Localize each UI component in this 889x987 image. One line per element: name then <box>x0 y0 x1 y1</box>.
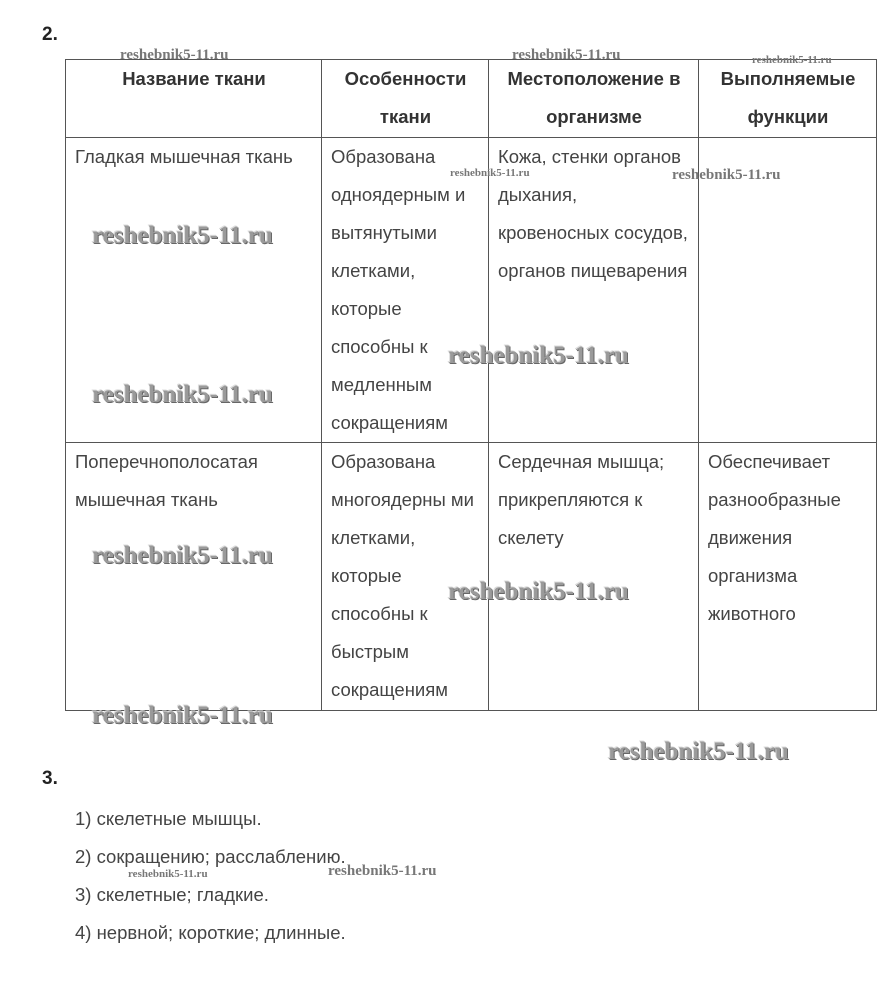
header-tissue-features: Особенности ткани <box>322 60 489 138</box>
watermark: reshebnik5-11.ru <box>92 222 273 249</box>
header-tissue-location: Местоположение в организме <box>489 60 699 138</box>
watermark: reshebnik5-11.ru <box>448 342 629 369</box>
answer-item: 3) скелетные; гладкие. <box>75 884 269 905</box>
cell-tissue-functions: Обеспечивает разнообразные движения организма животного <box>699 443 877 711</box>
answer-item: 1) скелетные мышцы. <box>75 808 262 829</box>
cell-tissue-features: Образована многоядерны ми клетками, которые способны к быстрым сокращениям <box>322 443 489 711</box>
task-3-number: 3. <box>42 768 58 789</box>
cell-tissue-location: Сердечная мышца; прикрепляются к скелету <box>489 443 699 711</box>
watermark: reshebnik5-11.ru <box>128 868 208 880</box>
watermark: reshebnik5-11.ru <box>752 54 832 66</box>
cell-tissue-location: Кожа, стенки органов дыхания, кровеносных сосудов, органов пищеварения <box>489 138 699 443</box>
watermark: reshebnik5-11.ru <box>120 47 229 63</box>
table-header-row <box>66 60 877 138</box>
answer-item: 4) нервной; короткие; длинные. <box>75 922 346 943</box>
header-tissue-name: Название ткани <box>66 60 322 138</box>
watermark: reshebnik5-11.ru <box>448 578 629 605</box>
answer-item: 2) сокращению; расслаблению. <box>75 846 346 867</box>
watermark: reshebnik5-11.ru <box>328 863 437 879</box>
watermark: reshebnik5-11.ru <box>92 542 273 569</box>
watermark: reshebnik5-11.ru <box>450 167 530 179</box>
watermark: reshebnik5-11.ru <box>92 702 273 729</box>
table-row <box>66 443 877 711</box>
cell-tissue-features: Образована одноядерным и вытянутыми клетками, которые способны к медленным сокращениям <box>322 138 489 443</box>
task-2-number: 2. <box>42 24 58 45</box>
task-3-answer-list <box>75 800 346 952</box>
watermark: reshebnik5-11.ru <box>672 167 781 183</box>
cell-tissue-name: Гладкая мышечная ткань <box>66 138 322 443</box>
header-tissue-functions: Выполняемые функции <box>699 60 877 138</box>
watermark: reshebnik5-11.ru <box>608 738 789 765</box>
watermark: reshebnik5-11.ru <box>92 381 273 408</box>
watermark: reshebnik5-11.ru <box>512 47 621 63</box>
cell-tissue-name: Поперечнополосатая мышечная ткань <box>66 443 322 711</box>
